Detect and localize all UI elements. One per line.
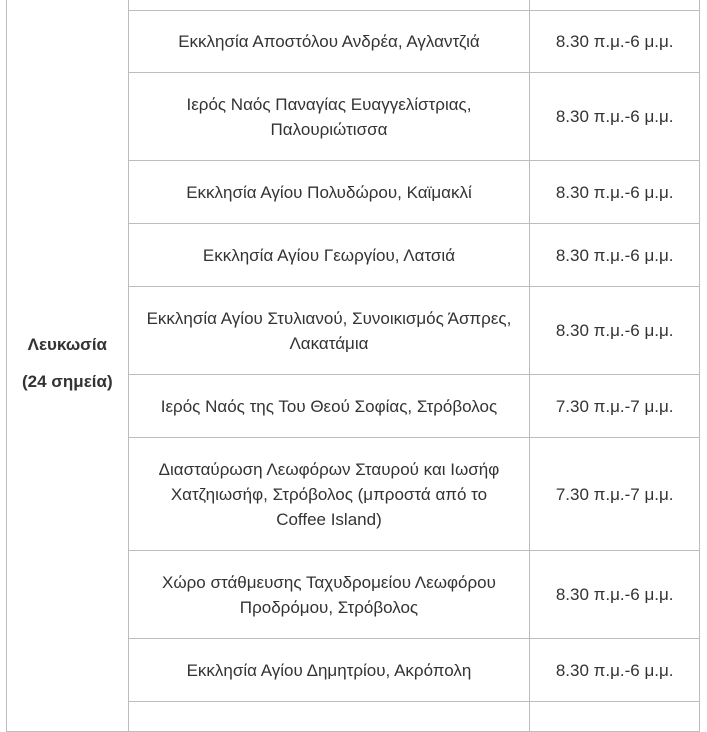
location-cell: Ιερός Ναός Παναγίας Ευαγγελίστριας, Παλουριώτισσα bbox=[128, 73, 530, 161]
time-cell: 8.30 π.μ.-6 μ.μ. bbox=[530, 224, 700, 287]
time-cell: 7.30 π.μ.-7 μ.μ. bbox=[530, 375, 700, 438]
location-cell bbox=[128, 702, 530, 732]
location-cell: Εκκλησία Αποστόλου Ανδρέα, Αγλαντζιά bbox=[128, 11, 530, 73]
time-cell: 8.30 π.μ.-6 μ.μ. bbox=[530, 287, 700, 375]
time-cell: 8.30 π.μ.-6 μ.μ. bbox=[530, 639, 700, 702]
locations-table bbox=[6, 0, 700, 732]
time-cell: 8.30 π.μ.-6 μ.μ. bbox=[530, 73, 700, 161]
location-cell: Εκκλησία Αγίου Στυλιανού, Συνοικισμός Άσπρες, Λακατάμια bbox=[128, 287, 530, 375]
time-cell: 8.30 π.μ.-6 μ.μ. bbox=[530, 161, 700, 224]
location-cell: Εκκλησία Αγίου Γεωργίου, Λατσιά bbox=[128, 224, 530, 287]
region-name: Λευκωσία bbox=[27, 335, 107, 354]
time-cell bbox=[530, 702, 700, 732]
time-cell: 8.30 π.μ.-6 μ.μ. bbox=[530, 551, 700, 639]
location-cell: Χώρο στάθμευσης Ταχυδρομείου Λεωφόρου Προδρόμου, Στρόβολος bbox=[128, 551, 530, 639]
location-cell: Εκκλησία Αγίου Δημητρίου, Ακρόπολη bbox=[128, 639, 530, 702]
region-cell bbox=[7, 0, 129, 732]
location-cell: Διασταύρωση Λεωφόρων Σταυρού και Ιωσήφ Χατζηιωσήφ, Στρόβολος (μπροστά από το Coffee Island) bbox=[128, 438, 530, 551]
time-cell: 8.30 π.μ.-6 μ.μ. bbox=[530, 11, 700, 73]
time-cell bbox=[530, 0, 700, 11]
location-cell bbox=[128, 0, 530, 11]
location-cell: Εκκλησία Αγίου Πολυδώρου, Καϊμακλί bbox=[128, 161, 530, 224]
table-row bbox=[7, 0, 700, 11]
location-cell: Ιερός Ναός της Του Θεού Σοφίας, Στρόβολος bbox=[128, 375, 530, 438]
region-count: (24 σημεία) bbox=[22, 372, 113, 391]
time-cell: 7.30 π.μ.-7 μ.μ. bbox=[530, 438, 700, 551]
